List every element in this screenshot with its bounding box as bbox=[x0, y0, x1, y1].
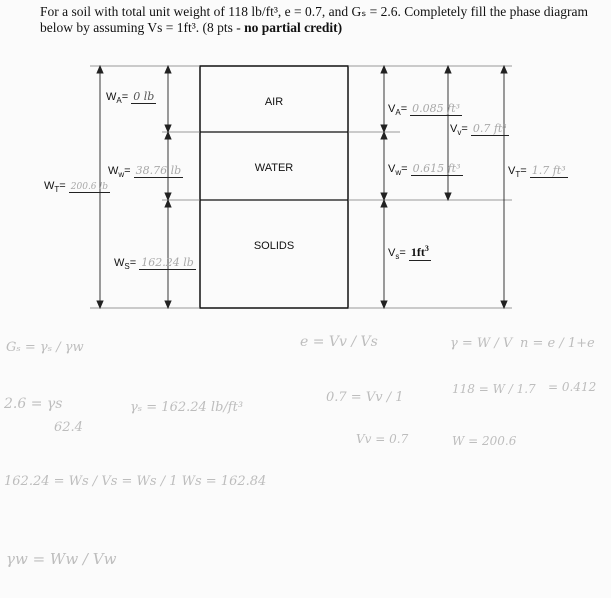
work-g-calc1: 118 = W / 1.7 bbox=[452, 382, 536, 396]
solids-label: SOLIDS bbox=[253, 240, 295, 252]
work-gammas: γₛ = 162.24 lb/ft³ bbox=[130, 400, 244, 415]
air-label: AIR bbox=[264, 96, 284, 108]
work-e-calc2: Vv = 0.7 bbox=[356, 432, 409, 446]
wa-label: $W_A= 0$ lb bbox=[106, 90, 155, 106]
ww-label: $W_w= 38.76$ lb bbox=[108, 164, 182, 180]
work-g-def: γ = W / V bbox=[450, 336, 513, 351]
vw-value: 0.615 ft³ bbox=[412, 162, 461, 175]
va-value: 0.085 ft³ bbox=[412, 102, 461, 115]
va-label: $V_A= 0.085$ ft³ bbox=[388, 102, 461, 118]
work-gs-calc2: 62.4 bbox=[54, 420, 83, 435]
vv-label: $V_v= 0.7$ ft³ bbox=[450, 122, 507, 138]
work-e-calc1: 0.7 = Vv / 1 bbox=[326, 390, 404, 405]
vw-label: $V_w= 0.615$ ft³ bbox=[388, 162, 461, 178]
work-e-def: e = Vv / Vs bbox=[300, 334, 378, 350]
water-label: WATER bbox=[254, 162, 294, 174]
wa-value: 0 lb bbox=[133, 90, 155, 103]
work-ws-calc: 162.24 = Ws / Vs = Ws / 1 Ws = 162.84 bbox=[4, 474, 267, 489]
ww-value: 38.76 lb bbox=[135, 164, 182, 177]
ws-label: $W_S= 162.24$ lb bbox=[114, 256, 194, 272]
work-gs-def: Gₛ = γₛ / γw bbox=[6, 340, 84, 355]
work-n-def: n = e / 1+e bbox=[520, 336, 595, 351]
vt-value: 1.7 ft³ bbox=[531, 164, 566, 177]
work-gw-def: γw = Ww / Vw bbox=[6, 550, 117, 568]
vt-label: $V_T= 1.7$ ft³ bbox=[508, 164, 566, 180]
vs-label: $V_s= 1ft^3$ bbox=[388, 244, 429, 262]
work-g-calc2: W = 200.6 bbox=[452, 434, 517, 448]
vs-value: $1ft^3$ bbox=[410, 244, 429, 259]
wt-label: $W_T= 200.6$ lb bbox=[44, 180, 109, 195]
vv-value: 0.7 ft³ bbox=[472, 122, 507, 135]
problem-text: For a soil with total unit weight of 118 lb/ft³, e = 0.7, and Gₛ = 2.6. Completely fill the phase diagram below by assuming Vs = 1ft³. (8 pts - bbox=[40, 4, 588, 35]
work-gs-calc1: 2.6 = γs bbox=[4, 396, 63, 412]
work-n-val: = 0.412 bbox=[548, 380, 597, 394]
problem-bold: no partial credit) bbox=[244, 20, 343, 35]
ws-value: 162.24 lb bbox=[141, 256, 194, 269]
wt-value: 200.6 lb bbox=[70, 182, 109, 192]
